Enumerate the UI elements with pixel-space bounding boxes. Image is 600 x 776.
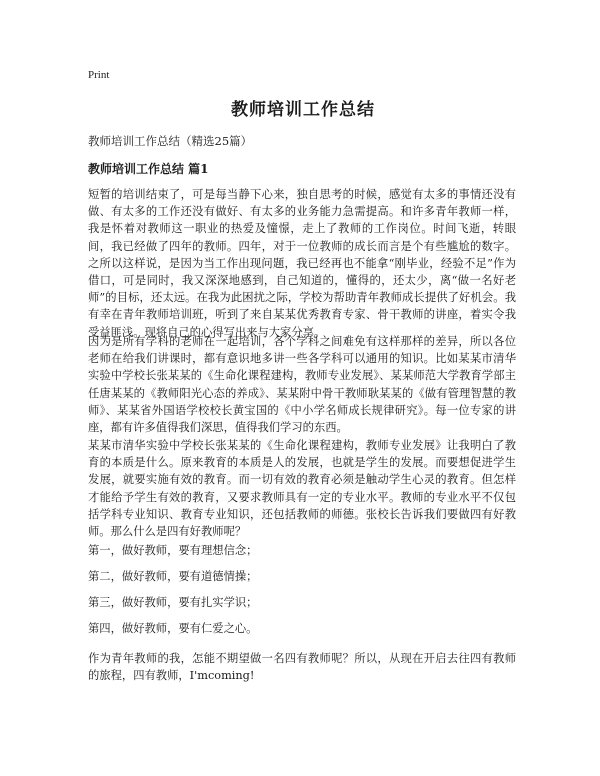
paragraph-education-essence: 某某市清华实验中学校长张某某的《生命化课程建构，教师专业发展》让我明白了教育的本质是什么。原来教育的本质是人的发展，也就是学生的发展。而要想促进学生发展，就要实施有效的教育。而一切有效的教育必须是触动学生心灵的教育。但怎样才能给予学生有效的教育，又要求教师具有一定的专业水平。教师的专业水平不仅包括学科专业知识、教育专业知识，还包括教师的师德。张校长告诉我们要做四有好教师。那么什么是四有好教师呢？ (88, 439, 516, 539)
paragraph-training-courses: 因为是所有学科的老师在一起培训，各个学科之间难免有这样那样的差异，所以各位老师在给我们讲课时，都有意识地多讲一些各学科可以通用的知识。比如某某市清华实验中学校长张某某的《生命化课程建构，教师专业发展》、某某师范大学教育学部主任唐某某的《教师阳光心态的养成》、某某附中骨干教师耿某某的《做有管理智慧的教师》、某某省外国语学校校长黄宝国的《中小学名师成长规律研究》。每一位专家的讲座，都有许多值得我们深思，值得我们学习的东西。 (88, 335, 516, 435)
list-item-fourth: 第四，做好教师，要有仁爱之心。 (88, 622, 258, 635)
paragraph-intro: 短暂的培训结束了，可是每当静下心来，独自思考的时候，感觉有太多的事情还没有做、有太多的工作还没有做好、有太多的业务能力急需提高。和许多青年教师一样，我是怀着对教师这一职业的热爱及憧憬，走上了教师的工作岗位。时间飞逝，转眼间，我已经做了四年的教师。四年，对于一位教师的成长而言是个有些尴尬的数字。之所以这样说，是因为当工作出现问题，我已经再也不能拿“刚毕业，经验不足”作为借口，可是同时，我又深深地感到，自己知道的，懂得的，还太少，离“做一名好老师”的目标，还太远。在我为此困扰之际，学校为帮助青年教师成长提供了好机会。我有幸在青年教师培训班，听到了来自某某优秀教育专家、骨干教师的讲座，着实令我受益匪浅。现将自己的心得写出来与大家分享。 (88, 188, 516, 339)
print-label: Print (88, 69, 110, 81)
list-item-third: 第三，做好教师，要有扎实学识； (88, 596, 258, 609)
section-heading: 教师培训工作总结 篇1 (88, 162, 209, 176)
list-item-first: 第一，做好教师，要有理想信念； (88, 544, 258, 557)
paragraph-conclusion: 作为青年教师的我，怎能不期望做一名四有教师呢？所以，从现在开启去往四有教师的旅程，四有教师，I'mcoming! (88, 652, 516, 683)
document-subtitle: 教师培训工作总结（精选25篇） (88, 134, 253, 148)
list-item-second: 第二，做好教师，要有道德情操； (88, 570, 258, 583)
document-title: 教师培训工作总结 (231, 100, 375, 120)
